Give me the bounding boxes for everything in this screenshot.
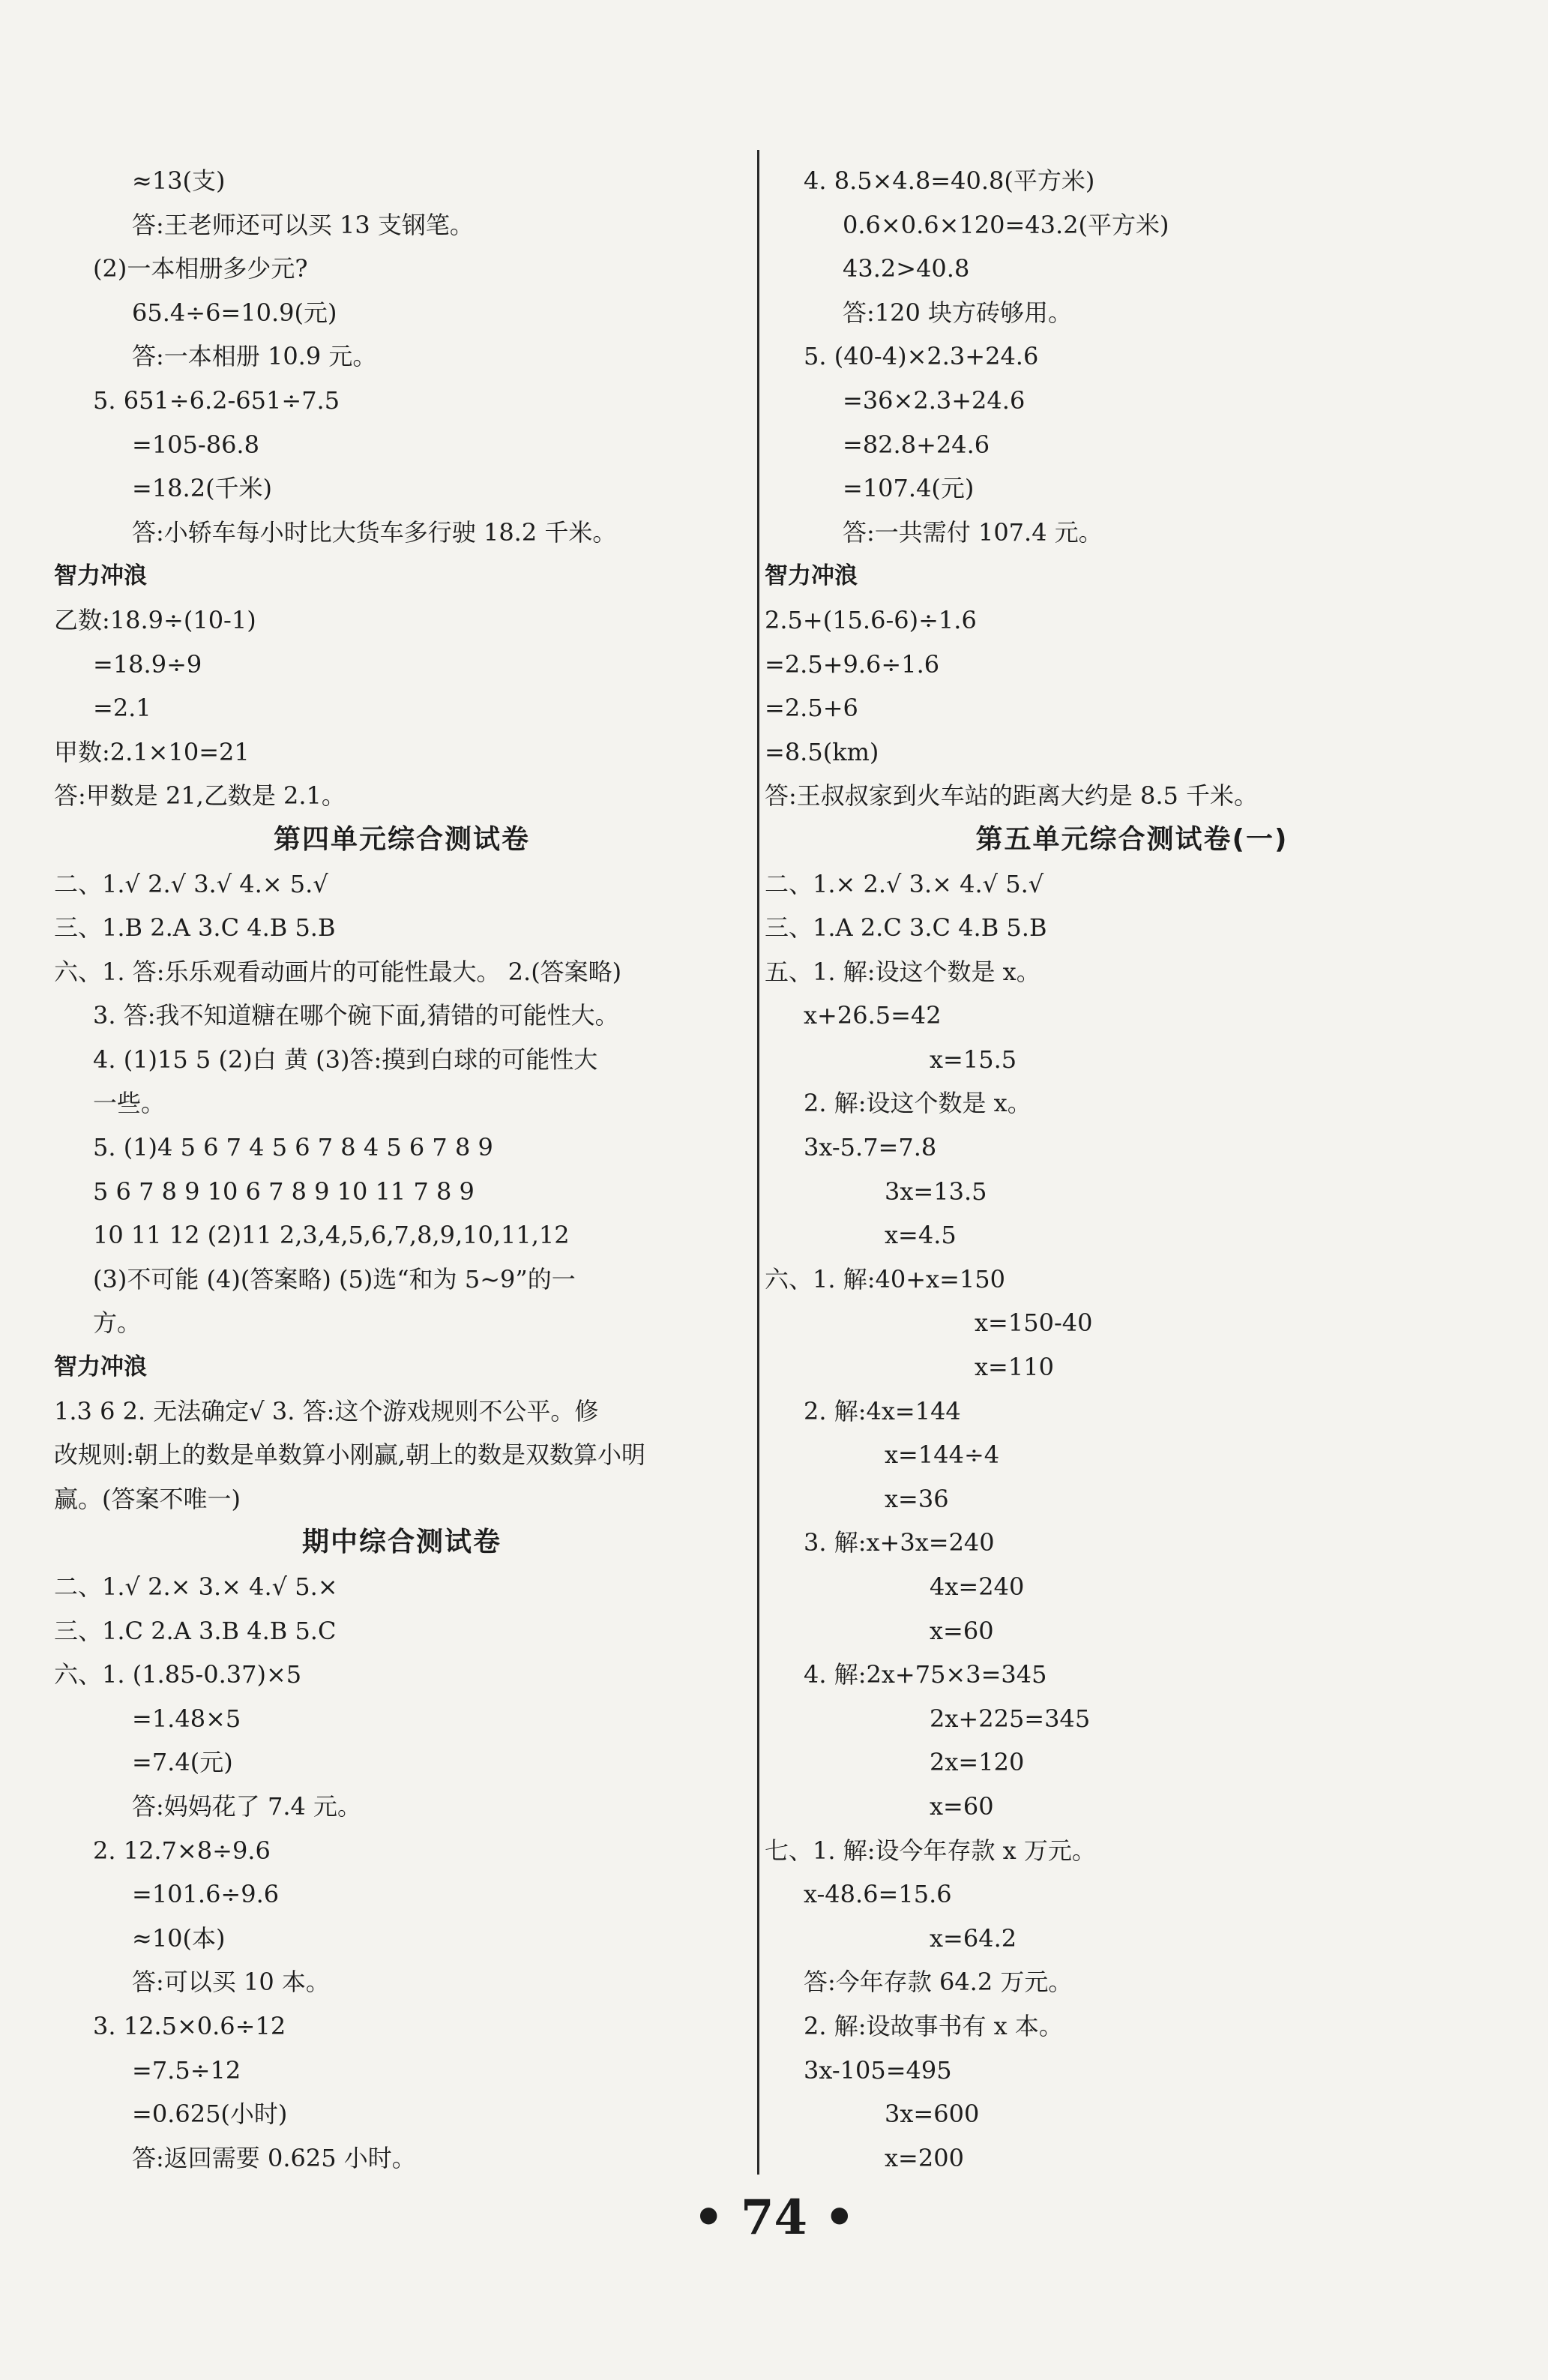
answer-line: =7.5÷12 — [132, 2055, 241, 2085]
answer-line: =2.5+9.6÷1.6 — [765, 649, 940, 679]
answer-line: 3. 答:我不知道糖在哪个碗下面,猜错的可能性大。 — [93, 1001, 619, 1030]
answer-line: 答:120 块方砖够用。 — [843, 298, 1073, 327]
answer-line: 答:王叔叔家到火车站的距离大约是 8.5 千米。 — [765, 781, 1259, 811]
answer-line: 三、1.B 2.A 3.C 4.B 5.B — [54, 913, 336, 943]
answer-line: =8.5(km) — [765, 737, 879, 766]
answer-line: (2)一本相册多少元? — [93, 254, 308, 283]
answer-line: 方。 — [93, 1308, 142, 1338]
answer-line: =107.4(元) — [843, 474, 975, 503]
answer-line: 七、1. 解:设今年存款 x 万元。 — [765, 1836, 1096, 1865]
answer-line: =82.8+24.6 — [843, 430, 990, 459]
answer-line: 乙数:18.9÷(10-1) — [54, 605, 256, 634]
subsection-heading: 智力冲浪 — [54, 562, 147, 590]
answer-line: 3. 解:x+3x=240 — [804, 1528, 995, 1557]
right-column — [765, 159, 1499, 2180]
answer-line: 三、1.A 2.C 3.C 4.B 5.B — [765, 913, 1047, 943]
subsection-heading: 智力冲浪 — [765, 562, 858, 590]
answer-line: 六、1. 解:40+x=150 — [765, 1264, 1005, 1293]
answer-line: x=36 — [885, 1484, 949, 1513]
answer-line: 答:一共需付 107.4 元。 — [843, 517, 1103, 547]
answer-line: 10 11 12 (2)11 2,3,4,5,6,7,8,9,10,11,12 — [93, 1221, 570, 1250]
answer-line: 二、1.√ 2.× 3.× 4.√ 5.× — [54, 1572, 338, 1601]
answer-line: 2. 解:设故事书有 x 本。 — [804, 2011, 1063, 2040]
column-divider — [757, 150, 759, 2175]
subsection-heading: 智力冲浪 — [54, 1353, 147, 1381]
answer-line: 答:妈妈花了 7.4 元。 — [132, 1791, 362, 1821]
answer-line: 3x=13.5 — [885, 1177, 987, 1206]
answer-line: 2x+225=345 — [930, 1704, 1091, 1733]
answer-line: x+26.5=42 — [804, 1001, 942, 1030]
answer-line: x=150-40 — [975, 1308, 1093, 1338]
answer-line: ≈10(本) — [132, 1923, 226, 1953]
answer-line: =105-86.8 — [132, 430, 259, 459]
answer-line: x=144÷4 — [885, 1440, 1000, 1470]
answer-line: x=110 — [975, 1353, 1054, 1382]
answer-line: 答:返回需要 0.625 小时。 — [132, 2143, 416, 2172]
answer-line: x=200 — [885, 2143, 964, 2172]
answer-line: 答:王老师还可以买 13 支钢笔。 — [132, 210, 474, 239]
answer-line: 六、1. (1.85-0.37)×5 — [54, 1660, 302, 1689]
answer-line: 答:可以买 10 本。 — [132, 1968, 330, 1997]
answer-line: 二、1.× 2.√ 3.× 4.√ 5.√ — [765, 869, 1044, 898]
answer-line: x=4.5 — [885, 1221, 957, 1250]
answer-line: 答:今年存款 64.2 万元。 — [804, 1968, 1073, 1997]
answer-line: 3. 12.5×0.6÷12 — [93, 2011, 286, 2040]
answer-line: 2x=120 — [930, 1748, 1025, 1777]
answer-line: 5. 651÷6.2-651÷7.5 — [93, 385, 340, 415]
page-number-dot-left: • — [693, 2190, 724, 2246]
answer-line: 5. (40-4)×2.3+24.6 — [804, 342, 1039, 371]
answer-line: =18.2(千米) — [132, 474, 273, 503]
answer-line: 4x=240 — [930, 1572, 1025, 1601]
answer-line: 六、1. 答:乐乐观看动画片的可能性最大。 2.(答案略) — [54, 957, 622, 986]
answer-line: x=60 — [930, 1616, 994, 1645]
answer-line: x=60 — [930, 1791, 994, 1821]
answer-line: 答:小轿车每小时比大货车多行驶 18.2 千米。 — [132, 517, 617, 547]
answer-line: =2.5+6 — [765, 694, 858, 723]
answer-line: 65.4÷6=10.9(元) — [132, 298, 337, 327]
answer-line: =0.625(小时) — [132, 2100, 288, 2129]
answer-line: 赢。(答案不唯一) — [54, 1484, 241, 1513]
answer-line: 2. 解:设这个数是 x。 — [804, 1089, 1032, 1118]
page-number-dot-right: • — [824, 2190, 855, 2246]
answer-line: 3x-5.7=7.8 — [804, 1133, 937, 1162]
answer-line: 2. 12.7×8÷9.6 — [93, 1836, 271, 1865]
answer-line: x=64.2 — [930, 1923, 1017, 1953]
answer-line: 二、1.√ 2.√ 3.√ 4.× 5.√ — [54, 869, 328, 898]
answer-line: =18.9÷9 — [93, 649, 202, 679]
answer-line: =2.1 — [93, 694, 151, 723]
answer-line: =36×2.3+24.6 — [843, 385, 1026, 415]
answer-line: 1.3 6 2. 无法确定√ 3. 答:这个游戏规则不公平。修 — [54, 1396, 599, 1425]
answer-line: 答:一本相册 10.9 元。 — [132, 342, 377, 371]
answer-line: 改规则:朝上的数是单数算小刚赢,朝上的数是双数算小明 — [54, 1440, 645, 1470]
section-title: 第四单元综合测试卷 — [273, 823, 530, 855]
answer-line: 甲数:2.1×10=21 — [54, 737, 250, 766]
answer-line: 4. (1)15 5 (2)白 黄 (3)答:摸到白球的可能性大 — [93, 1045, 598, 1074]
answer-line: =1.48×5 — [132, 1704, 241, 1733]
answer-line: (3)不可能 (4)(答案略) (5)选“和为 5~9”的一 — [93, 1264, 576, 1293]
answer-line: 5 6 7 8 9 10 6 7 8 9 10 11 7 8 9 — [93, 1177, 475, 1206]
left-column — [54, 159, 750, 2180]
answer-line: 4. 8.5×4.8=40.8(平方米) — [804, 166, 1095, 195]
answer-line: 三、1.C 2.A 3.B 4.B 5.C — [54, 1616, 337, 1645]
answer-line: x-48.6=15.6 — [804, 1880, 952, 1909]
answer-line: 一些。 — [93, 1089, 166, 1118]
answer-line: 答:甲数是 21,乙数是 2.1。 — [54, 781, 346, 811]
section-title: 第五单元综合测试卷(一) — [975, 823, 1289, 855]
answer-line: 5. (1)4 5 6 7 4 5 6 7 8 4 5 6 7 8 9 — [93, 1133, 493, 1162]
section-title: 期中综合测试卷 — [301, 1527, 502, 1558]
answer-line: 4. 解:2x+75×3=345 — [804, 1660, 1047, 1689]
page-number — [0, 2190, 1548, 2246]
answer-line: =101.6÷9.6 — [132, 1880, 280, 1909]
page-number-value: 74 — [740, 2190, 808, 2246]
answer-line: =7.4(元) — [132, 1748, 233, 1777]
answer-line: 43.2>40.8 — [843, 254, 970, 283]
answer-line: 2. 解:4x=144 — [804, 1396, 961, 1425]
answer-line: x=15.5 — [930, 1045, 1017, 1074]
answer-line: 2.5+(15.6-6)÷1.6 — [765, 605, 977, 634]
answer-line: 3x-105=495 — [804, 2055, 952, 2085]
answer-line: 3x=600 — [885, 2100, 980, 2129]
answer-line: ≈13(支) — [132, 166, 226, 195]
answer-line: 五、1. 解:设这个数是 x。 — [765, 957, 1040, 986]
answer-line: 0.6×0.6×120=43.2(平方米) — [843, 210, 1169, 239]
